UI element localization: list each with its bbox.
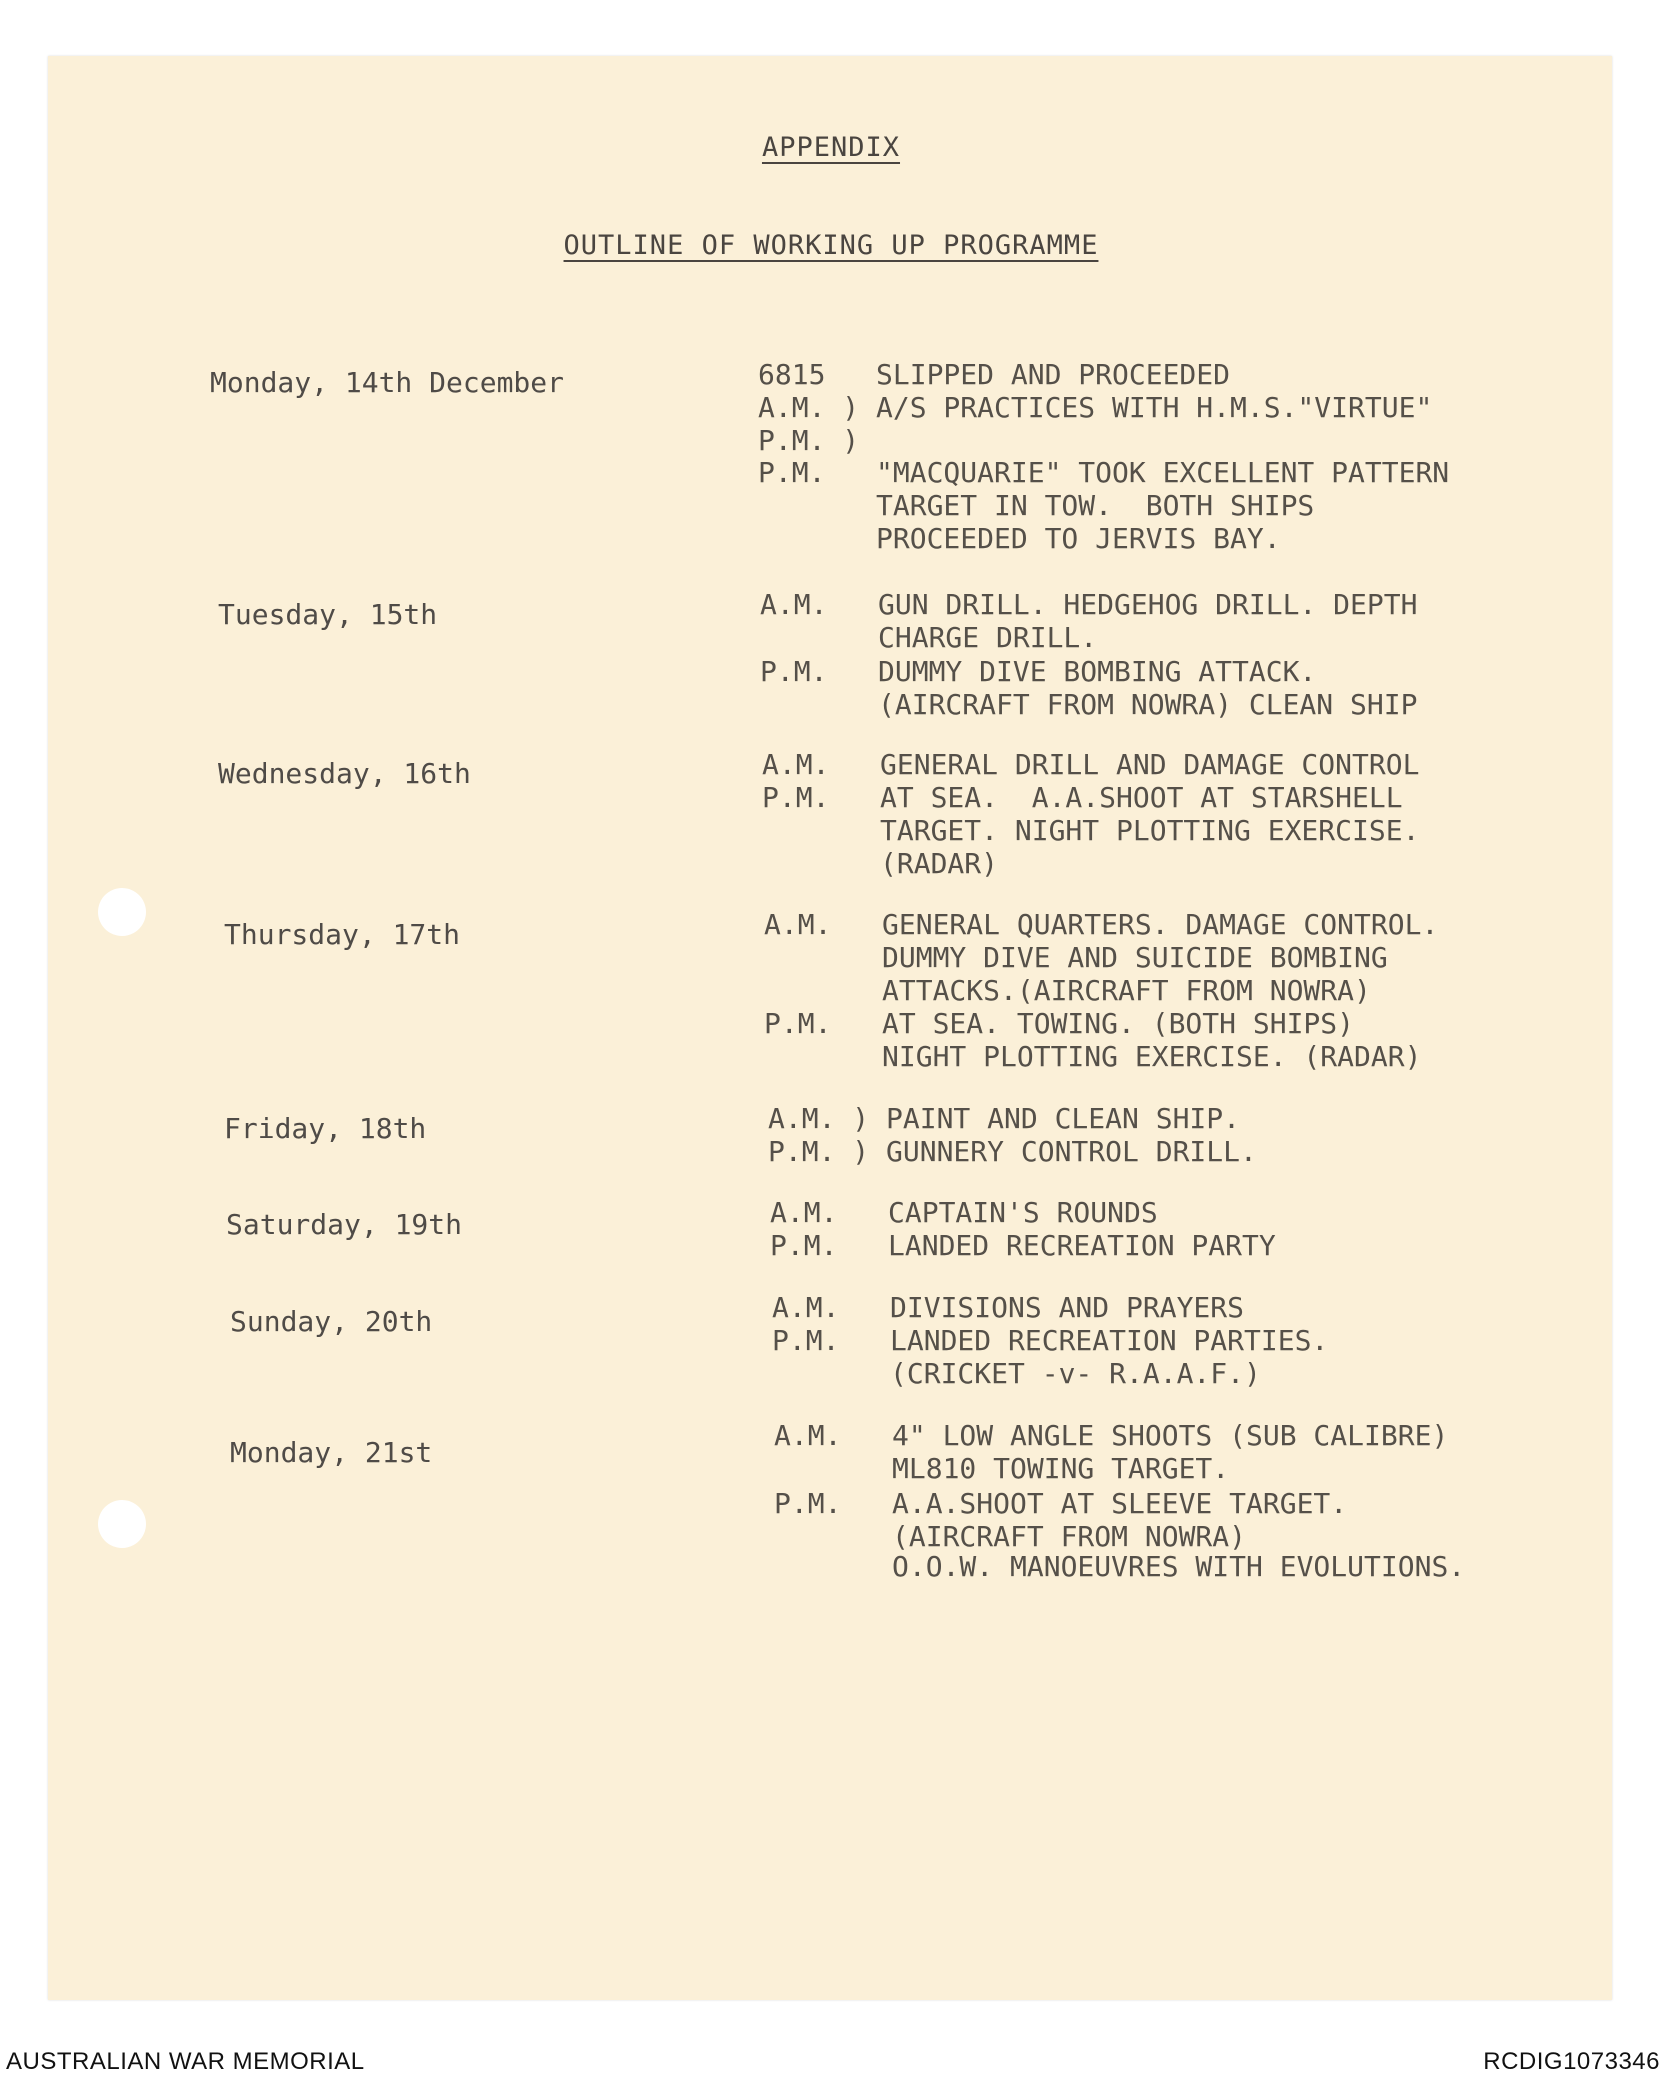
entry-text: DUMMY DIVE AND SUICIDE BOMBING — [882, 941, 1388, 974]
time-code: P.M. — [760, 655, 828, 688]
entry-text: (CRICKET -v- R.A.A.F.) — [890, 1357, 1261, 1390]
entry-row — [760, 688, 1417, 721]
entry-text: DIVISIONS AND PRAYERS — [890, 1291, 1245, 1324]
entry-row — [764, 908, 1438, 941]
entry-text: GENERAL DRILL AND DAMAGE CONTROL — [880, 748, 1420, 781]
entry-row — [760, 655, 1316, 688]
entry-row — [762, 781, 1403, 814]
entry-row — [758, 391, 1432, 424]
time-code: A.M. ) — [768, 1102, 870, 1135]
time-code: P.M. ) — [758, 424, 860, 457]
entry-text: SLIPPED AND PROCEEDED — [876, 358, 1231, 391]
entry-row — [758, 456, 1449, 489]
entry-row — [762, 847, 998, 880]
entry-row — [772, 1291, 1244, 1324]
time-code: P.M. — [770, 1229, 838, 1262]
entry-text: DUMMY DIVE BOMBING ATTACK. — [878, 655, 1317, 688]
entry-text: GENERAL QUARTERS. DAMAGE CONTROL. — [882, 908, 1439, 941]
entry-text: ML810 TOWING TARGET. — [892, 1452, 1230, 1485]
time-code: P.M. — [772, 1324, 840, 1357]
entry-text: GUNNERY CONTROL DRILL. — [886, 1135, 1257, 1168]
entry-text: 4" LOW ANGLE SHOOTS (SUB CALIBRE) — [892, 1419, 1449, 1452]
entry-text: (AIRCRAFT FROM NOWRA) CLEAN SHIP — [878, 688, 1418, 721]
entry-text: LANDED RECREATION PARTY — [888, 1229, 1276, 1262]
time-code: P.M. ) — [768, 1135, 870, 1168]
entry-row — [768, 1102, 1240, 1135]
time-code: P.M. — [774, 1487, 842, 1520]
entry-text: (RADAR) — [880, 847, 999, 880]
footer-record-id: RCDIG1073346 — [1483, 2048, 1660, 2075]
entry-row — [764, 941, 1388, 974]
day-label: Friday, 18th — [224, 1112, 427, 1145]
time-code: A.M. — [764, 908, 832, 941]
entry-row — [774, 1419, 1448, 1452]
entry-row — [768, 1135, 1257, 1168]
time-code: A.M. — [770, 1196, 838, 1229]
entry-text: ATTACKS.(AIRCRAFT FROM NOWRA) — [882, 974, 1371, 1007]
time-code: A.M. — [760, 588, 828, 621]
entry-text: "MACQUARIE" TOOK EXCELLENT PATTERN — [876, 456, 1450, 489]
time-code: P.M. — [764, 1007, 832, 1040]
entry-row — [774, 1487, 1347, 1520]
entry-row — [772, 1357, 1261, 1390]
entry-row — [764, 974, 1371, 1007]
entry-text: (AIRCRAFT FROM NOWRA) — [892, 1520, 1247, 1553]
time-code: A.M. — [762, 748, 830, 781]
entry-row — [764, 1007, 1354, 1040]
entry-text: AT SEA. TOWING. (BOTH SHIPS) — [882, 1007, 1355, 1040]
entry-text: A.A.SHOOT AT SLEEVE TARGET. — [892, 1487, 1348, 1520]
day-label: Tuesday, 15th — [218, 598, 438, 631]
entry-row — [758, 522, 1281, 555]
day-label: Thursday, 17th — [224, 918, 461, 951]
entry-row — [774, 1520, 1246, 1553]
time-code: 6815 — [758, 358, 826, 391]
entry-row — [774, 1550, 1465, 1583]
page-subtitle — [0, 230, 1666, 261]
entry-row — [770, 1196, 1158, 1229]
entry-text: A/S PRACTICES WITH H.M.S."VIRTUE" — [876, 391, 1433, 424]
time-code: A.M. — [774, 1419, 842, 1452]
day-label: Monday, 14th December — [210, 366, 565, 399]
entry-text: GUN DRILL. HEDGEHOG DRILL. DEPTH — [878, 588, 1418, 621]
time-code: P.M. — [758, 456, 826, 489]
entry-text: PROCEEDED TO JERVIS BAY. — [876, 522, 1281, 555]
time-code: A.M. ) — [758, 391, 860, 424]
page-subtitle-text: OUTLINE OF WORKING UP PROGRAMME — [563, 230, 1099, 261]
time-code: A.M. — [772, 1291, 840, 1324]
day-label: Saturday, 19th — [226, 1208, 463, 1241]
punch-hole — [98, 888, 146, 936]
punch-hole — [98, 1500, 146, 1548]
entry-row — [764, 1040, 1421, 1073]
entry-text: TARGET IN TOW. BOTH SHIPS — [876, 489, 1315, 522]
entry-row — [760, 621, 1097, 654]
time-code: P.M. — [762, 781, 830, 814]
entry-text: TARGET. NIGHT PLOTTING EXERCISE. — [880, 814, 1420, 847]
entry-row — [758, 358, 1230, 391]
entry-row — [762, 748, 1419, 781]
entry-text: AT SEA. A.A.SHOOT AT STARSHELL — [880, 781, 1403, 814]
entry-text: LANDED RECREATION PARTIES. — [890, 1324, 1329, 1357]
entry-row — [762, 814, 1419, 847]
footer-archive-name: AUSTRALIAN WAR MEMORIAL — [6, 2048, 365, 2075]
entry-text: O.O.W. MANOEUVRES WITH EVOLUTIONS. — [892, 1550, 1466, 1583]
entry-text: PAINT AND CLEAN SHIP. — [886, 1102, 1241, 1135]
page-title — [0, 132, 1666, 163]
entry-row — [770, 1229, 1276, 1262]
entry-text: CHARGE DRILL. — [878, 621, 1098, 654]
entry-row — [772, 1324, 1328, 1357]
entry-text: NIGHT PLOTTING EXERCISE. (RADAR) — [882, 1040, 1422, 1073]
day-label: Monday, 21st — [230, 1436, 433, 1469]
entry-row — [774, 1452, 1229, 1485]
entry-row — [760, 588, 1417, 621]
day-label: Wednesday, 16th — [218, 757, 471, 790]
entry-row — [758, 489, 1314, 522]
day-label: Sunday, 20th — [230, 1305, 433, 1338]
entry-text: CAPTAIN'S ROUNDS — [888, 1196, 1158, 1229]
page-title-text: APPENDIX — [761, 132, 901, 163]
